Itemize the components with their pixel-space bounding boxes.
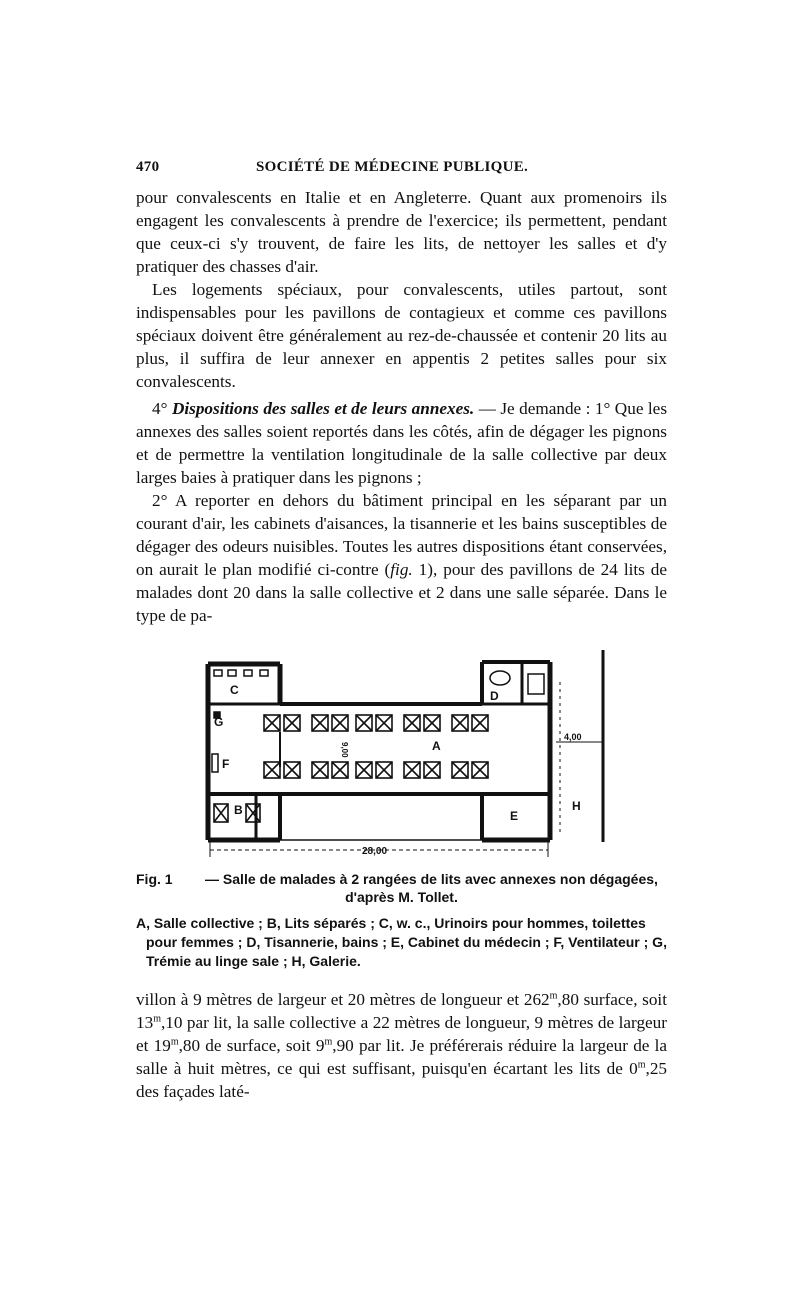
figure-caption [136,870,667,971]
floor-plan-figure [200,642,620,864]
figure-reference: fig. [390,560,413,579]
section-number: 4° [152,399,168,418]
page-number: 470 [136,159,160,175]
section-heading: Dispositions des salles et de leurs annexes. [171,399,475,418]
caption-attribution: d'après M. Tollet. [345,889,458,905]
fixtures [212,670,544,772]
running-header [136,159,666,183]
label-A: A [432,739,441,753]
dimension-width: 4,00 [564,732,582,742]
bed-row-bottom [264,762,488,778]
floor-plan-drawing [200,642,620,864]
text-block-section [136,397,667,627]
caption-legend: A, Salle collective ; B, Lits séparés ; C, w. c., Urinoirs pour hommes, toilettes pour femmes ; D, Tisannerie, bains ; E, Cabinet du médecin ; F, Ventilateur ; G, Trémie au linge sale ; H, Galerie. [136,915,667,969]
label-F: F [222,757,230,771]
label-H: H [572,799,581,813]
label-C: C [230,683,239,697]
caption-title: — Salle de malades à 2 rangées de lits avec annexes non dégagées, [205,871,658,887]
running-title: SOCIÉTÉ DE MÉDECINE PUBLIQUE. [256,159,529,175]
paragraph-logements: Les logements spéciaux, pour convalescents, utiles partout, sont indispensables pour les pavillons de contagieux et comme ces pavillons spéciaux doivent être généralement au rez-de-chaussée et contenir 20 lits au plus, il suffira de leur annexer en appentis 2 petites salles pour six convalescents. [136,280,667,391]
text-block-top [136,186,667,393]
label-D: D [490,689,499,703]
label-G: G [214,715,224,729]
section-paragraph-1 [136,397,667,489]
section-paragraph-1-text: — Je demande : 1° Que les annexes des salles soient reportés dans les côtés, afin de dégager les pignons et de permettre la ventilation longitudinale de la salle collective par deux larges baies à pratiquer dans les pignons ; [136,399,668,487]
label-B: B [234,803,243,817]
dimension-vertical: 9,00 [340,742,349,758]
text-block-bottom [136,988,667,1103]
paragraph-pavillon: villon à 9 mètres de largeur et 20 mètres de longueur et 262$^m$,80 surface, soit 13$^m$,10 par lit, la salle collective a 22 mètres de longueur, 9 mètres de largeur et 19$^m$,80 de surface, soit 9$^m$,90 par lit. Je préférerais réduire la largeur de la salle à huit mètres, ce qui est suffisant, puisqu'en écartant les lits de 0$^m$,25 des façades laté- [136,990,668,1101]
dimension-length: 28,00 [362,846,388,857]
bed-row-top [264,715,488,731]
section-paragraph-2: 2° A reporter en dehors du bâtiment principal en les séparant par un courant d'air, les cabinets d'aisances, la tisannerie et les bains susceptibles de dégager des odeurs nuisibles. Toutes les autres dispositions étant conservées, on aurait le plan modifié ci-contre (fig. 1), pour des pavillons de 24 lits de malades dont 20 dans la salle collective et 2 dans une salle séparée. Dans le type de pa- [136,491,668,625]
label-E: E [510,809,519,823]
paragraph-promenoirs: pour convalescents en Italie et en Angleterre. Quant aux promenoirs ils engagent les convalescents à prendre de l'exercice; ils permettent, pendant que ceux-ci s'y trouvent, de faire les lits, de nettoyer les salles et d'y pratiquer des chasses d'air. [136,188,667,276]
figure-label: Fig. 1 [136,871,173,887]
